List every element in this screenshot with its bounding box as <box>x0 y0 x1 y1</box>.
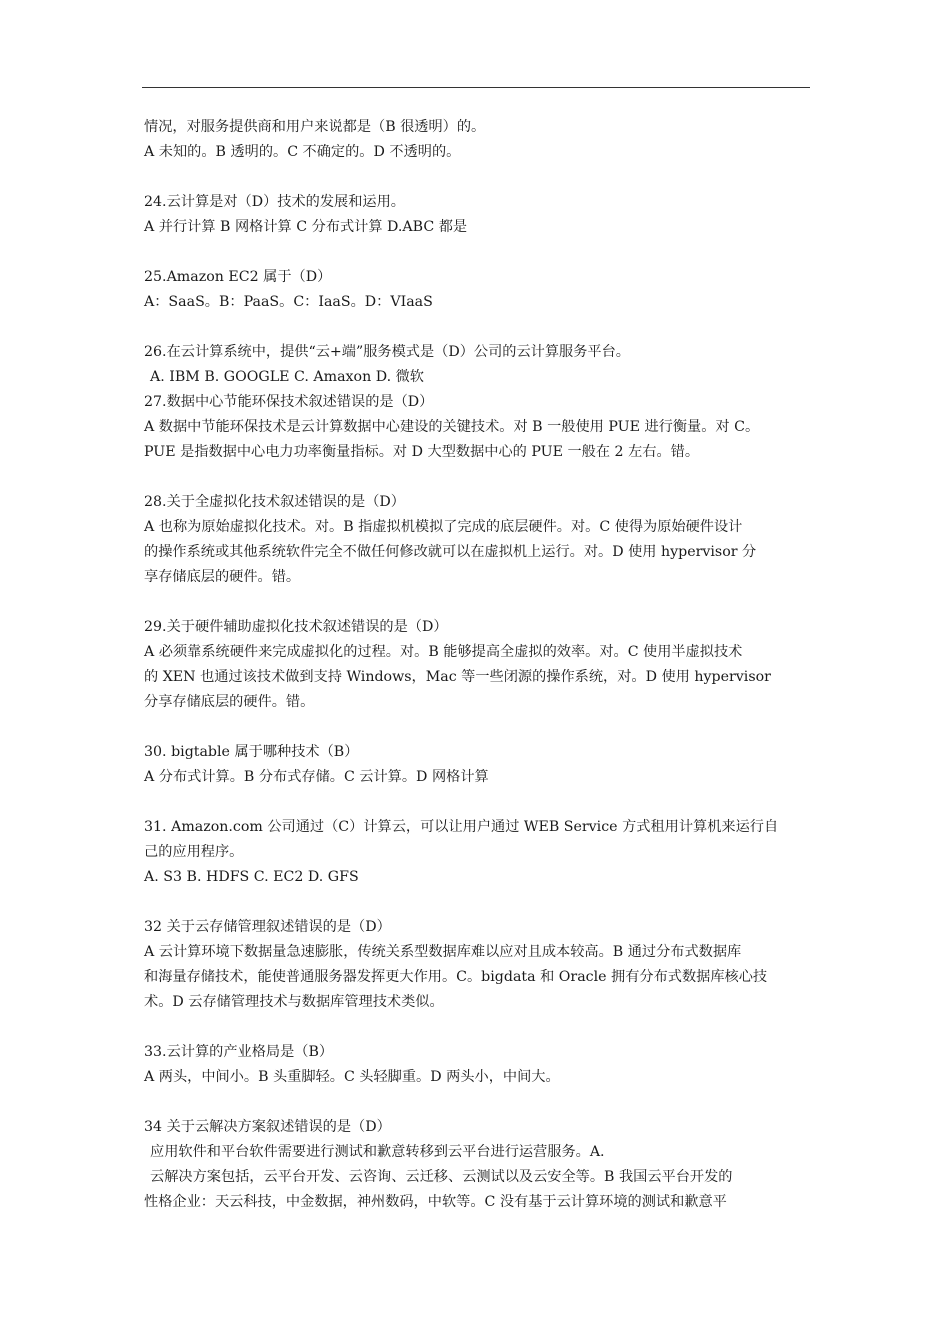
text-line: 26.在云计算系统中，提供“云+端”服务模式是（D）公司的云计算服务平台。 <box>144 344 630 360</box>
text-line: 25.Amazon EC2 属于（D） <box>144 269 332 285</box>
text-line: A 并行计算 B 网格计算 C 分布式计算 D.ABC 都是 <box>144 219 468 235</box>
text-line: 29.关于硬件辅助虚拟化技术叙述错误的是（D） <box>144 619 448 635</box>
text-line: A 云计算环境下数据量急速膨胀，传统关系型数据库难以应对且成本较高。B 通过分布式数据库 <box>144 944 742 960</box>
blank-line <box>144 465 808 490</box>
text-line: 术。D 云存储管理技术与数据库管理技术类似。 <box>144 994 444 1010</box>
text-line: 28.关于全虚拟化技术叙述错误的是（D） <box>144 494 405 510</box>
text-line: A 也称为原始虚拟化技术。对。B 指虚拟机模拟了完成的底层硬件。对。C 使得为原始硬件设计 <box>144 519 743 535</box>
blank-line <box>144 165 808 190</box>
blank-line <box>144 715 808 740</box>
document-body <box>144 115 808 1215</box>
text-line: A. IBM B. GOOGLE C. Amaxon D. 微软 <box>150 369 424 385</box>
blank-line <box>144 240 808 265</box>
blank-line <box>144 315 808 340</box>
text-line: 性格企业：天云科技，中金数据，神州数码，中软等。C 没有基于云计算环境的测试和歉意平 <box>144 1194 727 1210</box>
text-line: 的 XEN 也通过该技术做到支持 Windows，Mac 等一些闭源的操作系统，对。D 使用 hypervisor <box>144 669 771 685</box>
text-line: 应用软件和平台软件需要进行测试和歉意转移到云平台进行运营服务。A. <box>150 1144 605 1160</box>
blank-line <box>144 790 808 815</box>
blank-line <box>144 1090 808 1115</box>
text-line: 27.数据中心节能环保技术叙述错误的是（D） <box>144 394 434 410</box>
text-line: 云解决方案包括，云平台开发、云咨询、云迁移、云测试以及云安全等。B 我国云平台开发的 <box>150 1169 733 1185</box>
text-line: A. S3 B. HDFS C. EC2 D. GFS <box>144 869 359 885</box>
text-line: A 未知的。B 透明的。C 不确定的。D 不透明的。 <box>144 144 461 160</box>
text-line: PUE 是指数据中心电力功率衡量指标。对 D 大型数据中心的 PUE 一般在 2 左右。错。 <box>144 444 700 460</box>
text-line: 30. bigtable 属于哪种技术（B） <box>144 744 359 760</box>
text-line: 34 关于云解决方案叙述错误的是（D） <box>144 1119 391 1135</box>
blank-line <box>144 1015 808 1040</box>
text-line: 24.云计算是对（D）技术的发展和运用。 <box>144 194 405 210</box>
text-line: 33.云计算的产业格局是（B） <box>144 1044 334 1060</box>
text-line: A：SaaS。B：PaaS。C：IaaS。D：VIaaS <box>144 294 433 310</box>
header-rule <box>142 87 810 88</box>
text-line: 享存储底层的硬件。错。 <box>144 569 301 585</box>
text-line: 情况，对服务提供商和用户来说都是（B 很透明）的。 <box>144 119 486 135</box>
text-line: 31. Amazon.com 公司通过（C）计算云，可以让用户通过 WEB Service 方式租用计算机来运行自 <box>144 819 779 835</box>
blank-line <box>144 890 808 915</box>
blank-line <box>144 590 808 615</box>
text-line: 和海量存储技术，能使普通服务器发挥更大作用。C。bigdata 和 Oracle 拥有分布式数据库核心技 <box>144 969 768 985</box>
text-line: 己的应用程序。 <box>144 844 244 860</box>
text-line: 的操作系统或其他系统软件完全不做任何修改就可以在虚拟机上运行。对。D 使用 hypervisor 分 <box>144 544 757 560</box>
text-line: A 必须靠系统硬件来完成虚拟化的过程。对。B 能够提高全虚拟的效率。对。C 使用半虚拟技术 <box>144 644 743 660</box>
text-line: A 数据中节能环保技术是云计算数据中心建设的关键技术。对 B 一般使用 PUE 进行衡量。对 C。 <box>144 419 760 435</box>
text-line: 32 关于云存储管理叙述错误的是（D） <box>144 919 391 935</box>
text-line: A 两头，中间小。B 头重脚轻。C 头轻脚重。D 两头小，中间大。 <box>144 1069 560 1085</box>
text-line: 分享存储底层的硬件。错。 <box>144 694 315 710</box>
text-line: A 分布式计算。B 分布式存储。C 云计算。D 网格计算 <box>144 769 489 785</box>
